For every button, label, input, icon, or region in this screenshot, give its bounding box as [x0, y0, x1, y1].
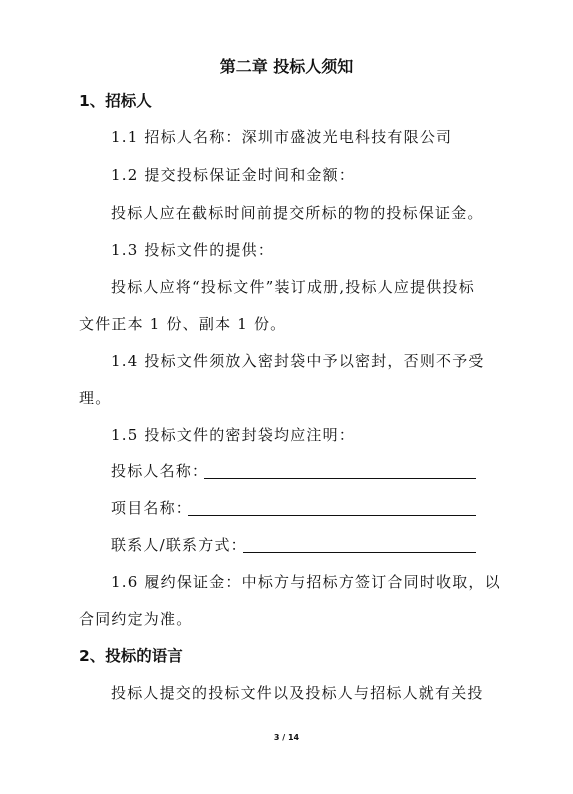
item-1-4-line2: 理。	[79, 389, 112, 407]
section-heading-2: 2、投标的语言	[79, 647, 183, 665]
item-1-5: 1.5 投标文件的密封袋均应注明：	[111, 426, 356, 444]
item-1-2: 1.2 提交投标保证金时间和金额：	[111, 166, 356, 184]
chapter-title: 第二章 投标人须知	[219, 57, 354, 76]
field-project-label: 项目名称：	[111, 499, 193, 517]
field-contact-blank	[243, 552, 476, 553]
item-1-3-text-line2: 文件正本 1 份、副本 1 份。	[79, 315, 287, 333]
field-contact-label: 联系人/联系方式：	[111, 536, 247, 554]
field-bidder-label: 投标人名称：	[111, 462, 209, 480]
item-1-6-line2: 合同约定为准。	[79, 610, 193, 628]
item-1-3: 1.3 投标文件的提供：	[111, 241, 275, 259]
item-1-3-text-line1: 投标人应将“投标文件”装订成册,投标人应提供投标	[111, 278, 475, 296]
item-1-6-line1: 1.6 履约保证金：中标方与招标方签订合同时收取，以	[111, 573, 501, 591]
page-number: 3 / 14	[273, 733, 300, 742]
item-1-4-line1: 1.4 投标文件须放入密封袋中予以密封，否则不予受	[111, 352, 485, 370]
item-1-1: 1.1 招标人名称：深圳市盛波光电科技有限公司	[111, 128, 453, 146]
section-2-text-line1: 投标人提交的投标文件以及投标人与招标人就有关投	[111, 684, 484, 702]
section-heading-1: 1、招标人	[79, 92, 152, 110]
item-1-2-text: 投标人应在截标时间前提交所标的物的投标保证金。	[111, 204, 484, 222]
field-project-blank	[188, 515, 476, 516]
field-bidder-blank	[204, 478, 476, 479]
